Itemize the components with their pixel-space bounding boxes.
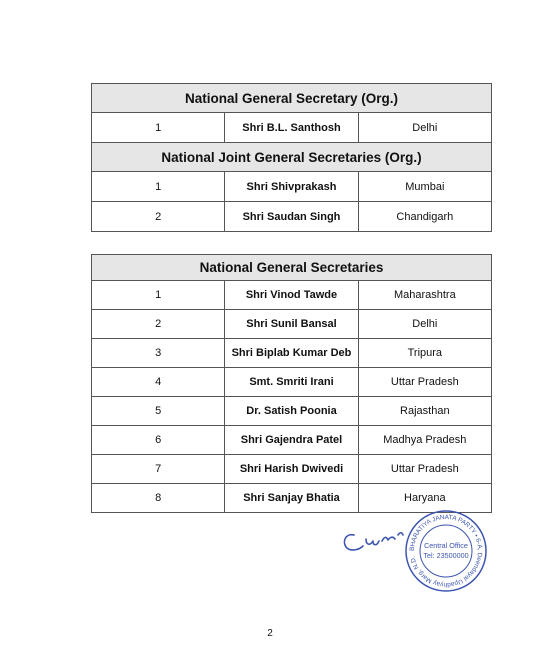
section-heading: National Joint General Secretaries (Org.) bbox=[92, 143, 492, 172]
section-header-row bbox=[92, 255, 492, 281]
member-place: Uttar Pradesh bbox=[358, 455, 491, 484]
serial-number: 1 bbox=[92, 172, 225, 202]
stamp-ring-text: BHARATIYA JANATA PARTY • 6-A, Deendayal Upadhyay Marg, N.D. bbox=[408, 513, 484, 589]
page-number: 2 bbox=[267, 628, 273, 639]
general-secretaries-table bbox=[91, 254, 492, 513]
org-secretaries-table bbox=[91, 83, 492, 232]
member-name: Shri Harish Dwivedi bbox=[225, 455, 358, 484]
serial-number: 4 bbox=[92, 368, 225, 397]
member-place: Delhi bbox=[358, 113, 491, 143]
member-name: Shri Sunil Bansal bbox=[225, 310, 358, 339]
table-row bbox=[92, 339, 492, 368]
section-header-row bbox=[92, 143, 492, 172]
member-name: Shri Shivprakash bbox=[225, 172, 358, 202]
serial-number: 1 bbox=[92, 281, 225, 310]
member-place: Chandigarh bbox=[358, 202, 491, 232]
member-place: Madhya Pradesh bbox=[358, 426, 491, 455]
member-place: Haryana bbox=[358, 484, 491, 513]
table-row bbox=[92, 202, 492, 232]
member-name: Smt. Smriti Irani bbox=[225, 368, 358, 397]
section-heading: National General Secretaries bbox=[92, 255, 492, 281]
table-row bbox=[92, 310, 492, 339]
table-row bbox=[92, 455, 492, 484]
table-row bbox=[92, 281, 492, 310]
table-row bbox=[92, 368, 492, 397]
table-row bbox=[92, 397, 492, 426]
serial-number: 7 bbox=[92, 455, 225, 484]
serial-number: 6 bbox=[92, 426, 225, 455]
member-place: Delhi bbox=[358, 310, 491, 339]
serial-number: 8 bbox=[92, 484, 225, 513]
member-place: Maharashtra bbox=[358, 281, 491, 310]
stamp-center-line2: Tel: 23500000 bbox=[423, 551, 469, 560]
member-name: Shri B.L. Santhosh bbox=[225, 113, 358, 143]
serial-number: 1 bbox=[92, 113, 225, 143]
serial-number: 5 bbox=[92, 397, 225, 426]
member-place: Mumbai bbox=[358, 172, 491, 202]
member-name: Shri Saudan Singh bbox=[225, 202, 358, 232]
stamp-center-line1: Central Office bbox=[424, 541, 468, 550]
member-place: Rajasthan bbox=[358, 397, 491, 426]
member-name: Shri Vinod Tawde bbox=[225, 281, 358, 310]
section-heading: National General Secretary (Org.) bbox=[92, 84, 492, 113]
member-name: Shri Biplab Kumar Deb bbox=[225, 339, 358, 368]
serial-number: 2 bbox=[92, 310, 225, 339]
section-header-row bbox=[92, 84, 492, 113]
member-name: Shri Gajendra Patel bbox=[225, 426, 358, 455]
member-name: Shri Sanjay Bhatia bbox=[225, 484, 358, 513]
member-name: Dr. Satish Poonia bbox=[225, 397, 358, 426]
member-place: Tripura bbox=[358, 339, 491, 368]
table-row bbox=[92, 113, 492, 143]
member-place: Uttar Pradesh bbox=[358, 368, 491, 397]
office-stamp bbox=[404, 509, 488, 593]
serial-number: 3 bbox=[92, 339, 225, 368]
table-row bbox=[92, 172, 492, 202]
serial-number: 2 bbox=[92, 202, 225, 232]
table-row bbox=[92, 426, 492, 455]
